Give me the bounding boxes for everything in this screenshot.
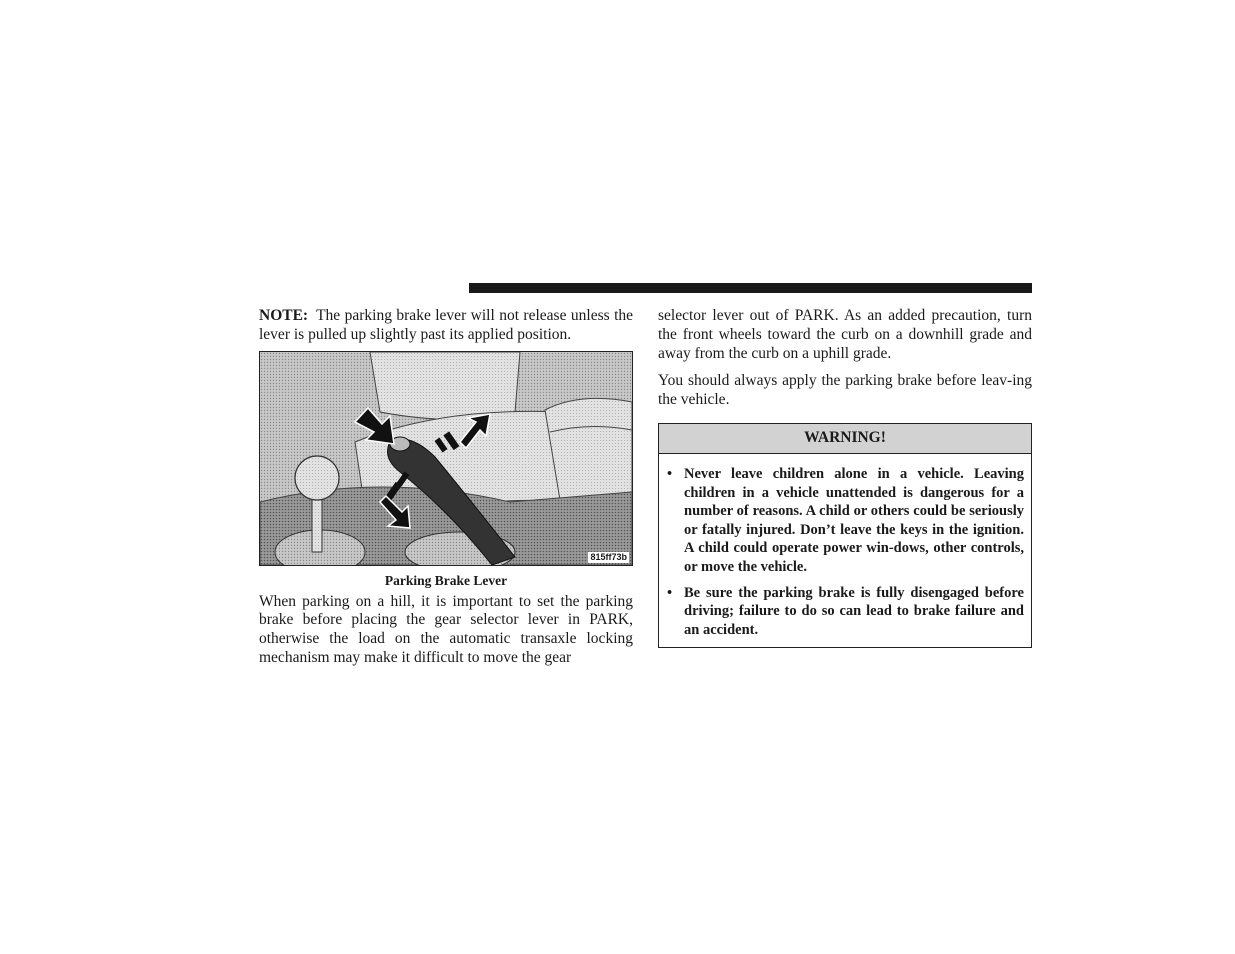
parking-brake-figure (259, 351, 633, 566)
parking-brake-illustration (260, 352, 632, 565)
figure-caption: Parking Brake Lever (384, 572, 508, 588)
header-rule (469, 283, 1032, 293)
right-column (658, 307, 1032, 648)
figure-code: 815ff73b (590, 551, 627, 562)
warning-item (667, 465, 1024, 577)
warning-title: WARNING! (659, 424, 1031, 454)
hill-parking-paragraph: When parking on a hill, it is important to set the parking brake before placing the gear selector lever in PARK, otherwise the load on the automatic transaxle locking mechanism may make it difficult to move the gear (259, 592, 633, 666)
hill-parking-paragraph-continued: selector lever out of PARK. As an added precaution, turn the front wheels toward the curb on a downhill grade and away from the curb on a uphill grade. (658, 307, 1032, 362)
bullet-icon: • (667, 584, 673, 601)
bullet-icon: • (667, 465, 673, 482)
note-paragraph (259, 307, 633, 345)
warning-item-text: Never leave children alone in a vehicle. Leaving children in a vehicle unattended is dangerous for a number of reasons. A child or others could be seriously or fatally injured. Don’t leave the keys in the ignition. A child could operate power win-dows, other controls, or move the vehicle. (684, 465, 1024, 575)
note-label: NOTE: (259, 307, 309, 324)
left-column (259, 307, 633, 668)
warning-box (658, 423, 1032, 648)
warning-item (667, 584, 1024, 640)
note-text: The parking brake lever will not release unless the lever is pulled up slightly past its applied position. (259, 307, 633, 343)
warning-item-text: Be sure the parking brake is fully disengaged before driving; failure to do so can lead to brake failure and an accident. (684, 584, 1024, 638)
apply-brake-paragraph: You should always apply the parking brake before leav-ing the vehicle. (658, 372, 1032, 409)
warning-list (659, 454, 1031, 647)
